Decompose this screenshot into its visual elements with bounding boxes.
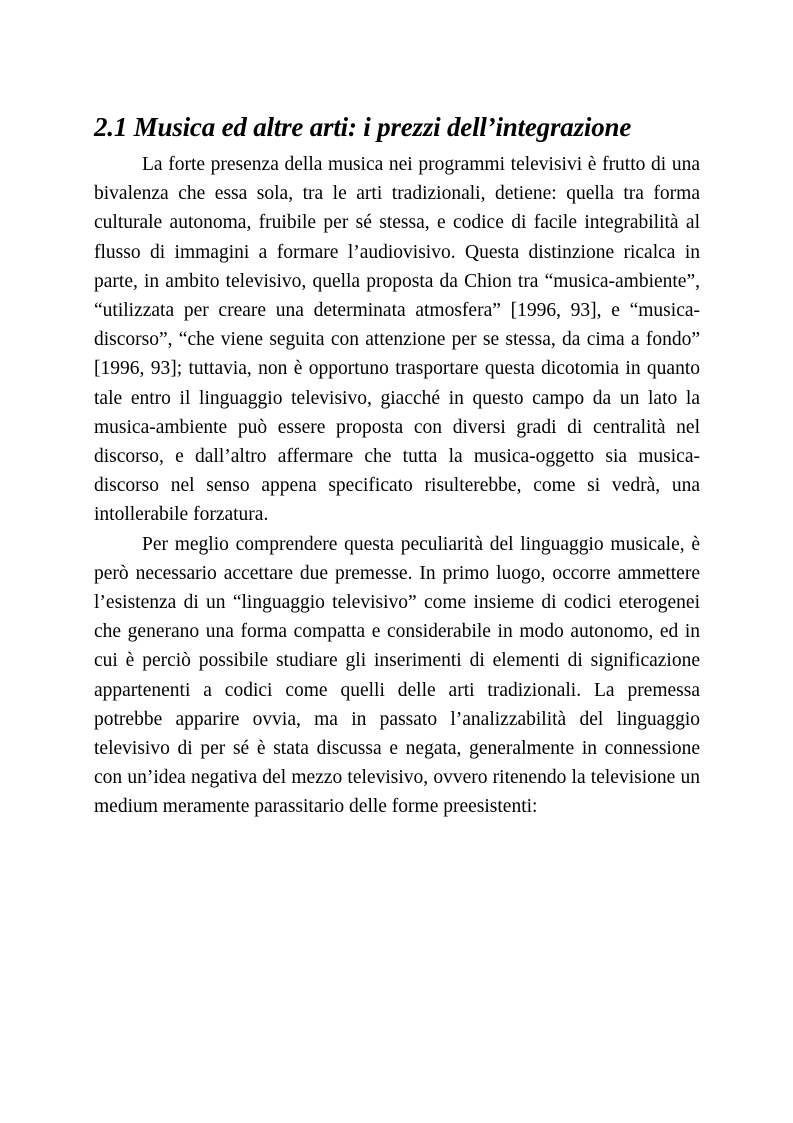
paragraph-2: Per meglio comprendere questa peculiarità del linguaggio musicale, è però necessario accettare due premesse. In primo luogo, occorre ammettere l’esistenza di un “linguaggio televisivo” come insieme di codici eterogenei che generano una forma compatta e considerabile in modo autonomo, ed in cui è perciò possibile studiare gli inserimenti di elementi di significazione appartenenti a codici come quelli delle arti tradizionali. La premessa potrebbe apparire ovvia, ma in passato l’analizzabilità del linguaggio televisivo di per sé è stata discussa e negata, generalmente in connessione con un’idea negativa del mezzo televisivo, ovvero ritenendo la televisione un medium meramente parassitario delle forme preesistenti: [94,533,700,818]
page-content [94,108,700,822]
section-heading: 2.1 Musica ed altre arti: i prezzi dell’integrazione [94,112,632,142]
paragraph-1: La forte presenza della musica nei programmi televisivi è frutto di una bivalenza che essa sola, tra le arti tradizionali, detiene: quella tra forma culturale autonoma, fruibile per sé stessa, e codice di facile integrabilità al flusso di immagini a formare l’audiovisivo. Questa distinzione ricalca in parte, in ambito televisivo, quella proposta da Chion tra “musica-ambiente”, “utilizzata per creare una determinata atmosfera” [1996, 93], e “musica-discorso”, “che viene seguita con attenzione per se stessa, da cima a fondo” [1996, 93]; tuttavia, non è opportuno trasportare questa dicotomia in quanto tale entro il linguaggio televisivo, giacché in questo campo da un lato la musica-ambiente può essere proposta con diversi gradi di centralità nel discorso, e dall’altro affermare che tutta la musica-oggetto sia musica-discorso nel senso appena specificato risulterebbe, come si vedrà, una intollerabile forzatura. [94,154,700,526]
